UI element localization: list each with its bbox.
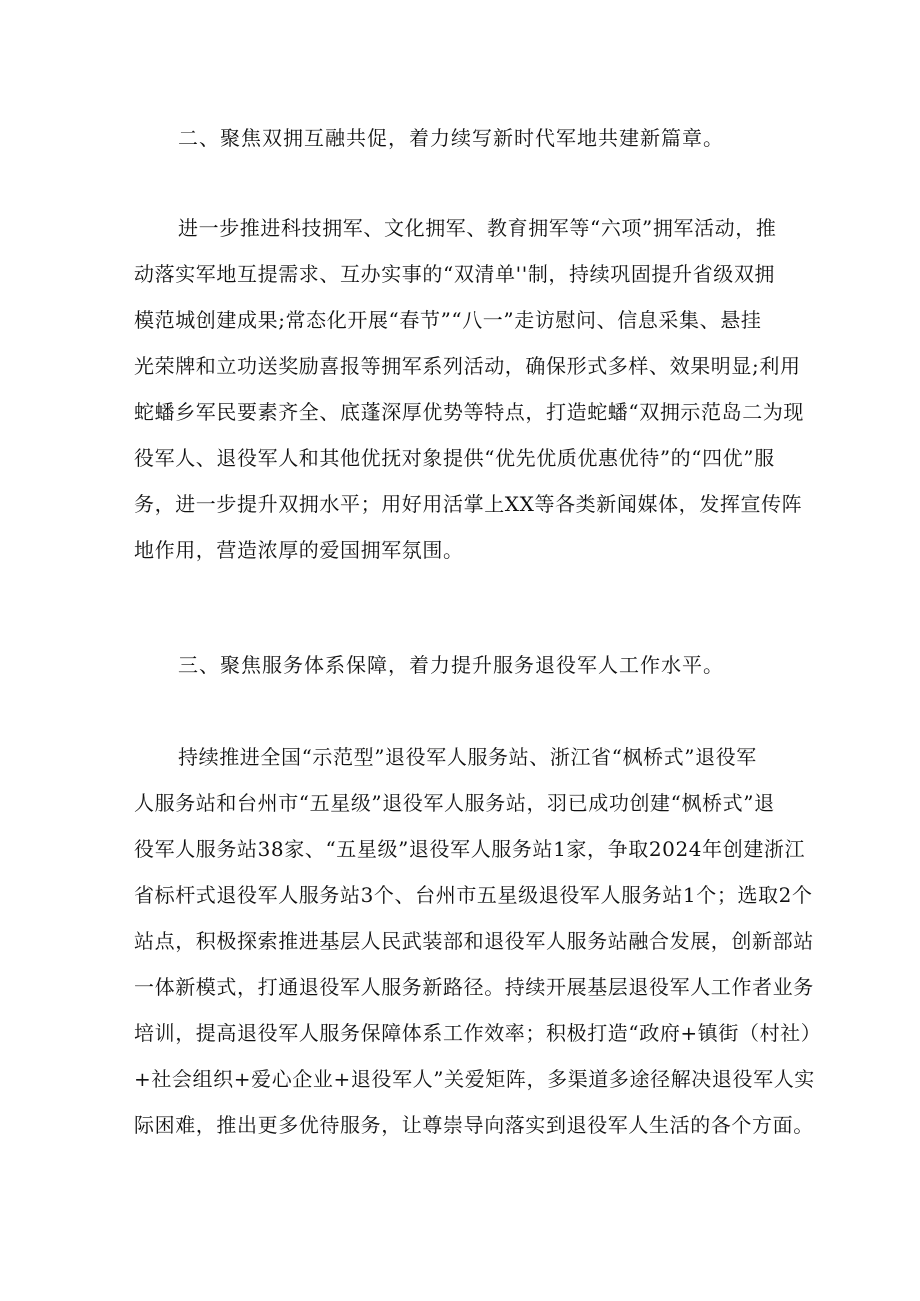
paragraph-line: 持续推进全国“示范型”退役军人服务站、浙江省“枫桥式”退役军 — [178, 745, 757, 769]
paragraph-line: 培训，提高退役军人服务保障体系工作效率；积极打造“政府+镇街（村社） — [134, 1021, 822, 1045]
paragraph-section-3 — [134, 734, 822, 1148]
section-heading-3: 三、聚焦服务体系保障，着力提升服务退役军人工作水平。 — [178, 653, 724, 677]
paragraph-line: 役军人服务站38家、“五星级”退役军人服务站1家，争取2024年创建浙江 — [134, 837, 806, 861]
paragraph-line: 光荣牌和立功送奖励喜报等拥军系列活动，确保形式多样、效果明显;利用 — [134, 354, 801, 378]
paragraph-line: 一体新模式，打通退役军人服务新路径。持续开展基层退役军人工作者业务 — [134, 975, 814, 999]
paragraph-line: 进一步推进科技拥军、文化拥军、教育拥军等“六项”拥军活动，推 — [178, 216, 777, 240]
paragraph-line: 际困难，推出更多优待服务，让尊崇导向落实到退役军人生活的各个方面。 — [134, 1113, 814, 1137]
paragraph-section-2 — [134, 205, 805, 573]
paragraph-line: 人服务站和台州市“五星级”退役军人服务站，羽已成功创建“枫桥式”退 — [134, 791, 775, 815]
section-heading-2: 二、聚焦双拥互融共促，着力续写新时代军地共建新篇章。 — [178, 126, 724, 150]
paragraph-line: 模范城创建成果;常态化开展“春节”“八一”走访慰问、信息采集、悬挂 — [134, 308, 762, 332]
paragraph-line: 站点，积极探索推进基层人民武装部和退役军人服务站融合发展，创新部站 — [134, 929, 814, 953]
paragraph-line: 地作用，营造浓厚的爱国拥军氛围。 — [134, 538, 464, 562]
paragraph-line: 蛇蟠乡军民要素齐全、底蓬深厚优势等特点，打造蛇蟠“双拥示范岛二为现 — [134, 400, 805, 424]
paragraph-line: +社会组织+爱心企业+退役军人”关爱矩阵，多渠道多途径解决退役军人实 — [134, 1067, 815, 1091]
paragraph-line: 役军人、退役军人和其他优抚对象提供“优先优质优惠优待”的“四优”服 — [134, 446, 775, 470]
paragraph-line: 务，进一步提升双拥水平；用好用活掌上XX等各类新闻媒体，发挥宣传阵 — [134, 492, 803, 516]
paragraph-line: 省标杆式退役军人服务站3个、台州市五星级退役军人服务站1个；选取2个 — [134, 883, 813, 907]
paragraph-line: 动落实军地互提需求、互办实事的“双清单''制，持续巩固提升省级双拥 — [134, 262, 776, 286]
